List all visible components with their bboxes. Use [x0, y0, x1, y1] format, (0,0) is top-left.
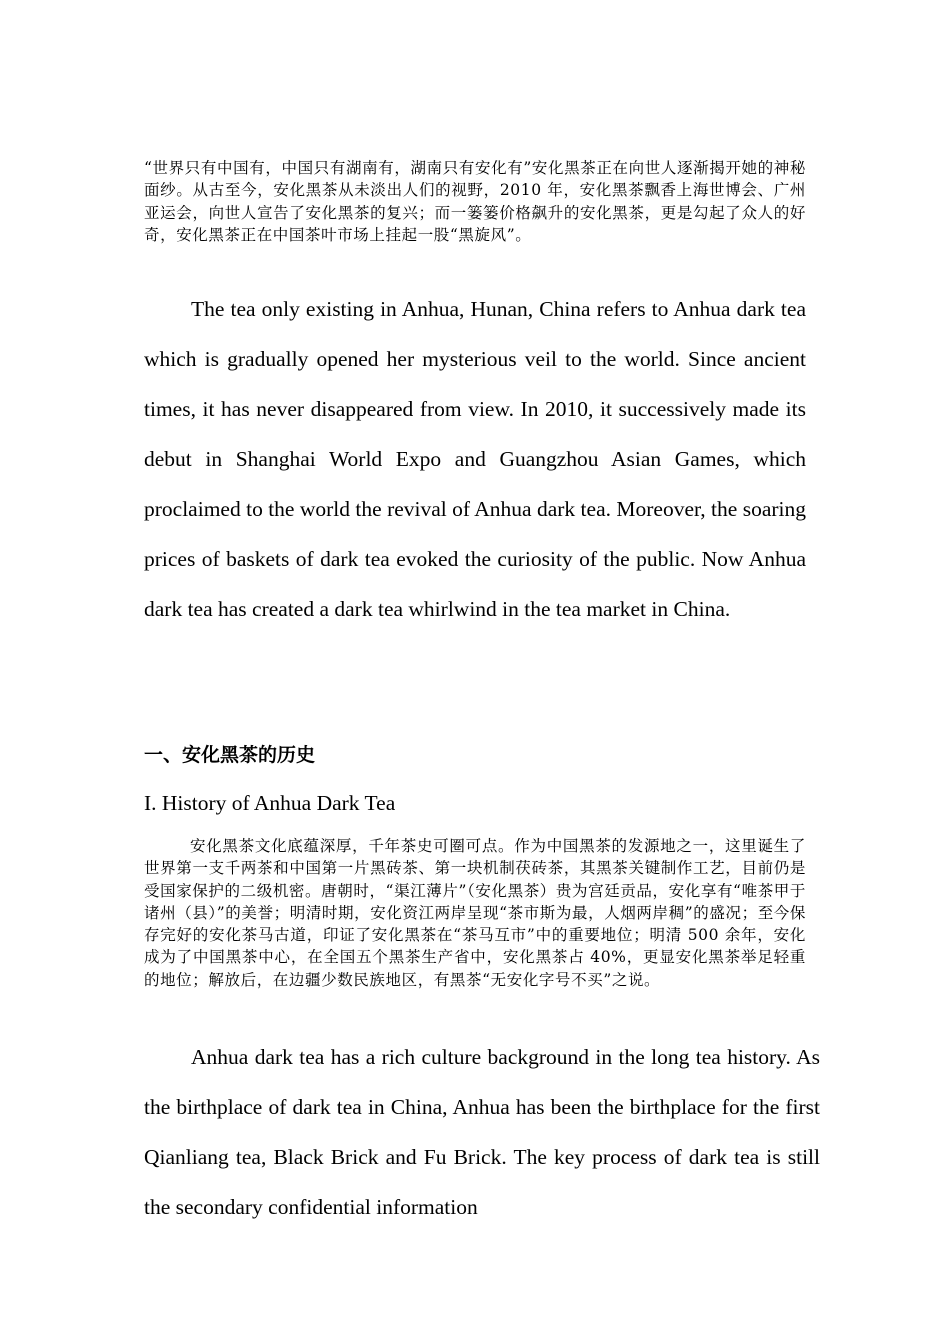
section-heading-en: I. History of Anhua Dark Tea: [144, 791, 396, 815]
history-paragraph-zh: 安化黑茶文化底蕴深厚，千年茶史可圈可点。作为中国黑茶的发源地之一，这里诞生了世界第一支千两茶和中国第一片黑砖茶、第一块机制茯砖茶，其黑茶关键制作工艺，目前仍是受国家保护的二级机密。唐朝时，“渠江薄片”（安化黑茶）贵为宫廷贡品，安化享有“唯茶甲于诸州（县）”的美誉；明清时期，安化资江两岸呈现“茶市斯为最，人烟两岸稠”的盛况；至今保存完好的安化茶马古道，印证了安化黑茶在“茶马互市”中的重要地位；明清 500 余年，安化成为了中国黑茶中心，在全国五个黑茶生产省中，安化黑茶占 40%，更显安化黑茶举足轻重的地位；解放后，在边疆少数民族地区，有黑茶“无安化字号不买”之说。: [144, 837, 806, 989]
intro-paragraph-zh: “世界只有中国有，中国只有湖南有，湖南只有安化有”安化黑茶正在向世人逐渐揭开她的神秘面纱。从古至今，安化黑茶从未淡出人们的视野，2010 年，安化黑茶飘香上海世博会、广州亚运会，向世人宣告了安化黑茶的复兴；而一篓篓价格飙升的安化黑茶，更是勾起了众人的好奇，安化黑茶正在中国茶叶市场上挂起一股“黑旋风”。: [144, 159, 806, 244]
history-paragraph-en: Anhua dark tea has a rich culture background in the long tea history. As the birthplace of dark tea in China, Anhua has been the birthplace for the first Qianliang tea, Black Brick and Fu Brick. The key process of dark tea is still the secondary confidential information: [144, 1045, 820, 1219]
intro-paragraph-en: The tea only existing in Anhua, Hunan, China refers to Anhua dark tea which is gradually opened her mysterious veil to the world. Since ancient times, it has never disappeared from view. In 2010, it successively made its debut in Shanghai World Expo and Guangzhou Asian Games, which proclaimed to the world the revival of Anhua dark tea. Moreover, the soaring prices of baskets of dark tea evoked the curiosity of the public. Now Anhua dark tea has created a dark tea whirlwind in the tea market in China.: [144, 297, 806, 621]
section-heading-zh: 一、安化黑茶的历史: [144, 744, 316, 766]
